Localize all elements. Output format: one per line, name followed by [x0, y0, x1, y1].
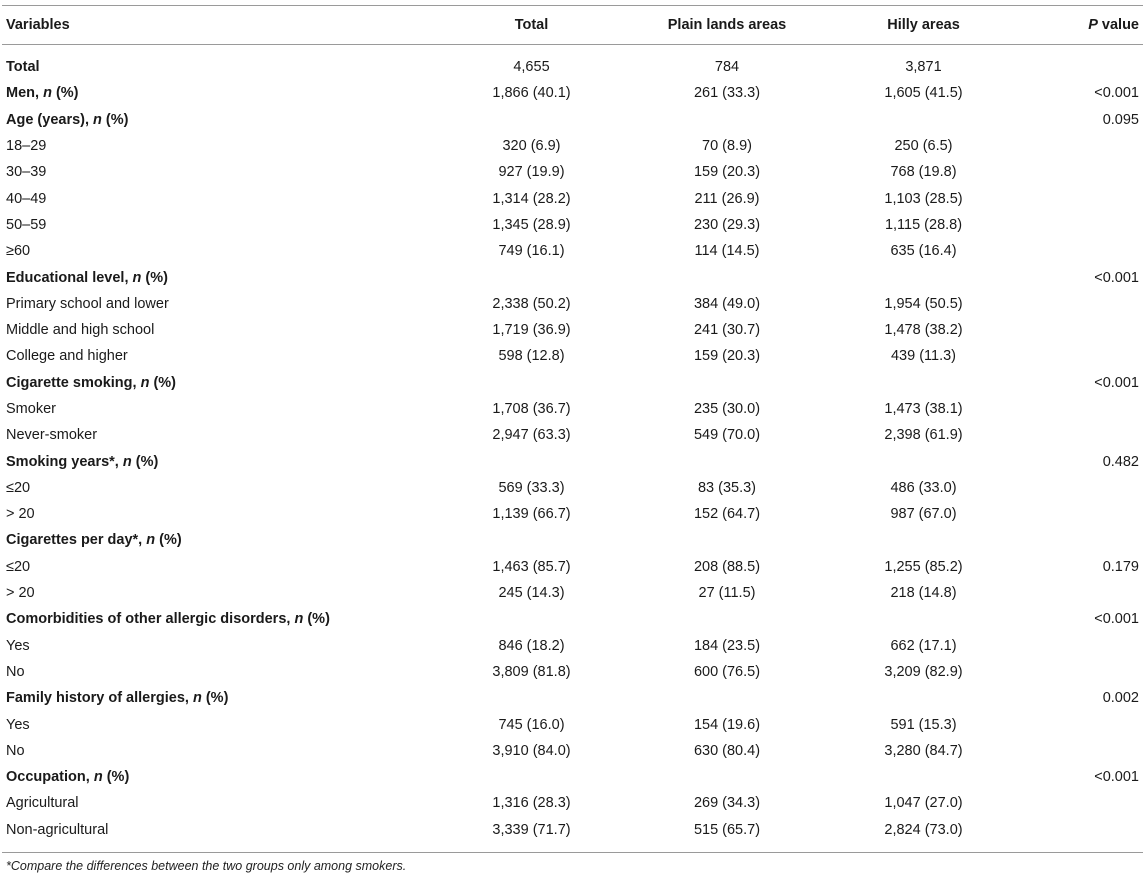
variable-label: Middle and high school: [6, 322, 155, 339]
cell-hilly: 1,115 (28.8): [884, 216, 963, 233]
cell-total: 1,314 (28.2): [492, 190, 571, 207]
variable-label: Men,: [6, 85, 44, 102]
bottom-rule: [2, 852, 1143, 853]
cell-p-value: 0.002: [1102, 690, 1139, 707]
cell-plain-lands: 241 (30.7): [693, 322, 761, 339]
cell-plain-lands: 184 (23.5): [693, 637, 761, 654]
variable-n: n: [140, 374, 150, 391]
table-group-row: [2, 448, 1143, 474]
cell-hilly: 768 (19.8): [890, 164, 957, 181]
cell-hilly: 662 (17.1): [890, 637, 957, 654]
cell-p-value: <0.001: [1094, 769, 1139, 786]
cell-hilly: 1,954 (50.5): [884, 295, 963, 312]
table-group-row: [2, 54, 1143, 80]
cell-total: 1,866 (40.1): [492, 85, 571, 102]
variable-suffix: (%): [141, 269, 168, 286]
cell-hilly: 2,398 (61.9): [884, 427, 963, 444]
cell-variable: [2, 585, 402, 601]
cell-total: 846 (18.2): [498, 637, 565, 654]
cell-variable: [2, 638, 402, 654]
cell-total: 3,339 (71.7): [492, 821, 571, 838]
cell-hilly: 218 (14.8): [890, 585, 957, 602]
variable-label: > 20: [6, 585, 35, 602]
variable-label: Educational level,: [6, 269, 133, 286]
table-group-row: [2, 606, 1143, 632]
variable-label: Yes: [6, 637, 30, 654]
cell-total: 1,708 (36.7): [492, 401, 571, 417]
variable-suffix: (%): [155, 532, 182, 549]
cell-p-value: <0.001: [1094, 85, 1139, 102]
variable-label: Smoking years*,: [6, 453, 123, 470]
table-row: [2, 817, 1143, 843]
variable-n: n: [43, 85, 52, 102]
variable-label: Occupation,: [6, 769, 94, 786]
variable-suffix: (%): [51, 85, 79, 102]
header-plain-lands: Plain lands areas: [667, 17, 787, 33]
cell-plain-lands: 515 (65.7): [693, 821, 761, 838]
cell-variable: [2, 690, 402, 706]
variable-n: n: [122, 453, 132, 470]
cell-hilly: 1,103 (28.5): [884, 190, 963, 207]
table-row: [2, 291, 1143, 317]
cell-hilly: 1,473 (38.1): [884, 401, 963, 417]
cell-variable: [2, 822, 402, 838]
cell-hilly: 3,280 (84.7): [884, 742, 963, 759]
cell-total: 1,719 (36.9): [492, 322, 571, 339]
cell-plain-lands: 27 (11.5): [698, 585, 756, 602]
cell-hilly: 1,478 (38.2): [884, 322, 963, 339]
cell-total: 749 (16.1): [498, 243, 565, 260]
cell-total: 1,463 (85.7): [492, 558, 571, 575]
cell-variable: [2, 243, 402, 259]
variable-n: n: [146, 532, 156, 549]
table-row: [2, 317, 1143, 343]
variable-label: ≤20: [6, 558, 31, 575]
cell-total: 1,316 (28.3): [492, 795, 571, 812]
variable-label: Agricultural: [6, 795, 79, 812]
cell-total: 1,345 (28.9): [492, 216, 571, 233]
variable-label: Cigarette smoking,: [6, 374, 141, 391]
cell-plain-lands: 235 (30.0): [693, 401, 761, 417]
variable-suffix: (%): [101, 111, 129, 128]
variable-label: 50–59: [6, 216, 47, 233]
cell-hilly: 635 (16.4): [890, 243, 957, 260]
table-row: [2, 475, 1143, 501]
cell-plain-lands: 208 (88.5): [693, 558, 761, 575]
cell-plain-lands: 159 (20.3): [693, 348, 761, 365]
cell-variable: [2, 532, 402, 548]
variable-n: n: [93, 769, 103, 786]
cell-total: 3,910 (84.0): [492, 742, 571, 759]
variable-label: 30–39: [6, 164, 47, 181]
cell-plain-lands: 154 (19.6): [693, 716, 761, 733]
table-group-row: [2, 264, 1143, 290]
table-group-row: [2, 764, 1143, 790]
table-header: [2, 6, 1143, 44]
header-total: Total: [514, 17, 549, 33]
cell-variable: [2, 85, 402, 101]
table-row: [2, 790, 1143, 816]
cell-variable: [2, 743, 402, 759]
cell-variable: [2, 296, 402, 312]
cell-hilly: 1,047 (27.0): [884, 795, 963, 812]
variable-label: No: [6, 663, 25, 680]
variable-label: 40–49: [6, 190, 47, 207]
header-p-value: [1024, 17, 1143, 33]
cell-plain-lands: 159 (20.3): [693, 164, 761, 181]
cell-variable: [2, 769, 402, 785]
variable-suffix: (%): [102, 769, 130, 786]
cell-total: 2,947 (63.3): [492, 427, 571, 444]
variable-label: ≤20: [6, 479, 31, 496]
table-group-row: [2, 107, 1143, 133]
table-row: [2, 501, 1143, 527]
table-row: [2, 343, 1143, 369]
cell-total: 598 (12.8): [498, 348, 565, 365]
cell-hilly: 486 (33.0): [890, 479, 957, 496]
cell-plain-lands: 784: [714, 59, 740, 76]
cell-plain-lands: 211 (26.9): [694, 190, 760, 207]
table-group-row: [2, 80, 1143, 106]
cell-p-value: <0.001: [1094, 269, 1139, 286]
variable-label: No: [6, 742, 25, 759]
cell-variable: [2, 164, 402, 180]
cell-plain-lands: 152 (64.7): [693, 506, 761, 523]
cell-plain-lands: 230 (29.3): [693, 216, 761, 233]
variable-label: Yes: [6, 716, 30, 733]
variable-label: College and higher: [6, 348, 128, 365]
cell-variable: [2, 191, 402, 207]
table-row: [2, 396, 1143, 422]
table-row: [2, 738, 1143, 764]
variable-label: Comorbidities of other allergic disorders,: [6, 611, 295, 628]
variable-label: > 20: [6, 506, 35, 523]
cell-plain-lands: 384 (49.0): [693, 295, 761, 312]
cell-variable: [2, 795, 402, 811]
cell-hilly: 987 (67.0): [890, 506, 957, 523]
footnote: *Compare the differences between the two groups only among smokers.: [6, 858, 407, 873]
cell-plain-lands: 261 (33.3): [693, 85, 761, 102]
variable-suffix: (%): [131, 453, 159, 470]
variable-label: Cigarettes per day*,: [6, 532, 147, 549]
cell-total: 4,655: [513, 59, 550, 76]
cell-hilly: 1,255 (85.2): [884, 558, 963, 575]
data-table: [2, 5, 1143, 873]
cell-hilly: 3,209 (82.9): [884, 663, 963, 680]
cell-total: 245 (14.3): [498, 585, 565, 602]
cell-total: 3,809 (81.8): [492, 663, 571, 680]
cell-plain-lands: 549 (70.0): [693, 427, 761, 444]
cell-plain-lands: 83 (35.3): [697, 479, 757, 496]
cell-hilly: 250 (6.5): [894, 138, 953, 155]
header-hilly: Hilly areas: [887, 17, 960, 33]
table-row: [2, 633, 1143, 659]
cell-hilly: 1,605 (41.5): [884, 85, 963, 102]
variable-suffix: (%): [303, 611, 330, 628]
cell-variable: [2, 322, 402, 338]
cell-hilly: 2,824 (73.0): [884, 821, 963, 838]
cell-variable: [2, 717, 402, 733]
variable-label: Never-smoker: [6, 427, 98, 444]
cell-variable: [2, 401, 402, 417]
cell-variable: [2, 375, 402, 391]
variable-label: Family history of allergies,: [6, 690, 193, 707]
cell-total: 927 (19.9): [498, 164, 565, 181]
table-group-row: [2, 527, 1143, 553]
table-row: [2, 554, 1143, 580]
table-row: [2, 711, 1143, 737]
variable-label: 18–29: [6, 138, 47, 155]
cell-variable: [2, 454, 402, 470]
table-row: [2, 580, 1143, 606]
table-row: [2, 659, 1143, 685]
cell-total: 320 (6.9): [502, 138, 561, 155]
variable-label: Smoker: [6, 401, 56, 417]
cell-hilly: 439 (11.3): [890, 348, 957, 365]
cell-variable: [2, 348, 402, 364]
variable-label: ≥60: [6, 243, 31, 260]
cell-variable: [2, 138, 402, 154]
table-row: [2, 159, 1143, 185]
table-body: [2, 45, 1143, 852]
cell-variable: [2, 480, 402, 496]
table-row: [2, 238, 1143, 264]
cell-variable: [2, 611, 402, 627]
variable-label: Total: [6, 59, 40, 76]
variable-label: Primary school and lower: [6, 295, 169, 312]
variable-label: Non-agricultural: [6, 821, 109, 838]
cell-hilly: 591 (15.3): [890, 716, 957, 733]
cell-p-value: 0.179: [1102, 558, 1139, 575]
cell-plain-lands: 630 (80.4): [693, 742, 761, 759]
variable-n: n: [93, 111, 102, 128]
table-group-row: [2, 685, 1143, 711]
variable-n: n: [132, 269, 142, 286]
cell-variable: [2, 270, 402, 286]
cell-variable: [2, 506, 402, 522]
cell-p-value: 0.482: [1102, 453, 1139, 470]
cell-total: 2,338 (50.2): [492, 295, 571, 312]
table-row: [2, 133, 1143, 159]
table-row: [2, 185, 1143, 211]
cell-variable: [2, 59, 402, 75]
cell-p-value: <0.001: [1094, 611, 1139, 628]
variable-label: Age (years),: [6, 111, 94, 128]
cell-plain-lands: 269 (34.3): [693, 795, 761, 812]
header-p-italic: P: [1088, 17, 1098, 33]
variable-suffix: (%): [201, 690, 229, 707]
cell-variable: [2, 217, 402, 233]
cell-plain-lands: 70 (8.9): [702, 138, 752, 155]
cell-total: 745 (16.0): [498, 716, 565, 733]
variable-n: n: [192, 690, 202, 707]
cell-variable: [2, 664, 402, 680]
cell-plain-lands: 114 (14.5): [694, 243, 760, 260]
cell-total: 569 (33.3): [498, 479, 565, 496]
header-variables: Variables: [6, 17, 70, 33]
cell-plain-lands: 600 (76.5): [693, 663, 761, 680]
table-row: [2, 422, 1143, 448]
cell-variable: [2, 559, 402, 575]
variable-n: n: [294, 611, 304, 628]
cell-variable: [2, 112, 402, 128]
cell-variable: [2, 427, 402, 443]
table-group-row: [2, 370, 1143, 396]
table-row: [2, 212, 1143, 238]
cell-p-value: <0.001: [1094, 374, 1139, 391]
variable-suffix: (%): [149, 374, 177, 391]
cell-hilly: 3,871: [905, 59, 942, 76]
cell-p-value: 0.095: [1102, 111, 1139, 128]
cell-total: 1,139 (66.7): [492, 506, 571, 523]
header-p-rest: value: [1097, 17, 1139, 33]
